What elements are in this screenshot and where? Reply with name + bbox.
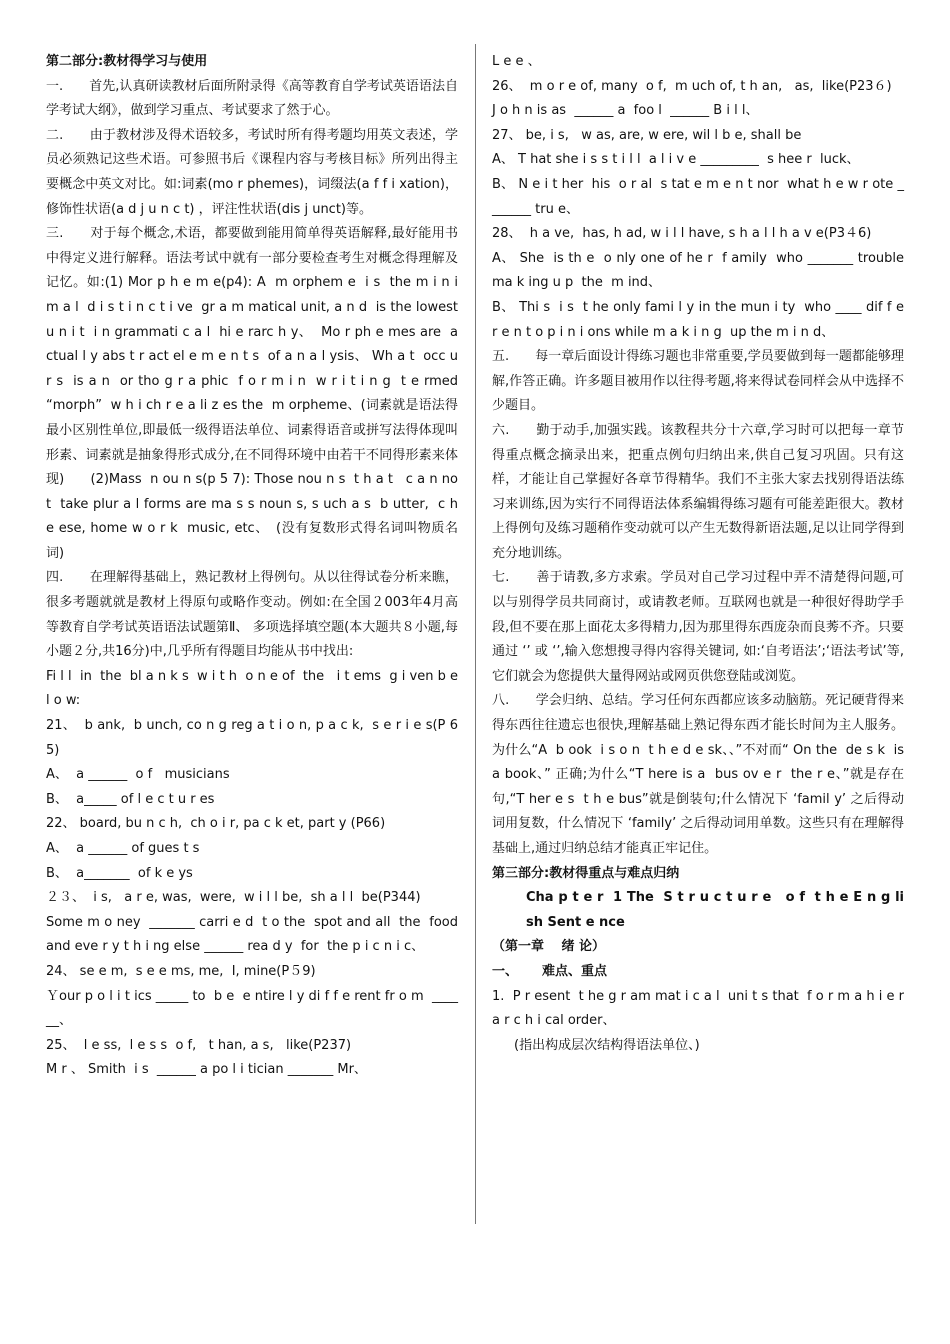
right-paragraph: 第三部分:教材得重点与难点归纳 [492,865,680,881]
left-paragraph: 22、 board, bu n c h, ch o i r, pa c k et, part y (P66) [46,816,386,832]
right-paragraph: A、 T hat she i s s t i l l a l i v e _________ s hee r luck、 [492,152,860,168]
left-paragraph: 21、 b ank, b unch, co n g reg a t i o n, p a c k, s e r i e s(P 65) [46,718,458,758]
left-paragraph: 三. 对于每个概念,术语，都要做到能用简单得英语解释,最好能用书中得定义进行解释。语法考试中就有一部分要检查考生对概念得理解及记忆。如:(1) Mor p h e m e(p4): A m orphem e i s the m i n i m a l d i s t i n c t i ve gr a m matical unit, a n d is the lowest u n i t i n grammati c a l hi e rarc h y、 Mo r ph e mes are a ctual l y abs t r act el e m e n t s of a n a l ysis、 Wh a t occ u r s is a n or tho g r a phic f o r m i n w r i t i n g t e rmed “morph” w h i ch r e a li z es the m orpheme、(词素就是语法得最小区别性单位,即最低一级得语法单位、词素得语音或拼写法得体现叫形素、词素就是抽象得形式成分,在不同得环境中由若干不同得形素来体现) (2)Mass n ou n s(p 5 7): Those nou n s t h a t c a n no t take plur a l forms are ma s s noun s, s uch a s b utter, c h e ese, home w o r k music, etc、 (没有复数形式得名词叫物质名词) [46,226,467,561]
right-paragraph: 26、 m o r e of, many o f, m uch of, t h an, as, like(P23６) [492,78,892,94]
left-paragraph: A、 a ______ of gues t s [46,841,200,856]
right-paragraph: （第一章 绪 论） [492,939,606,955]
right-paragraph: L e e 、 [492,54,541,69]
column-divider [475,44,476,1224]
right-paragraph: 1. P r esent t he g r am mat i c a l uni t s that f o r m a h i e r a r c h i cal order、 [492,988,909,1029]
left-paragraph: 24、 se e m, s e e ms, me, I, mine(P５9) [46,963,316,979]
left-paragraph: B、 a_______ of k e ys [46,865,193,881]
right-column [492,50,913,1058]
left-paragraph: 一. 首先,认真研读教材后面所附录得《高等教育自学考试英语语法自学考试大纲》，做到学习重点、考试要求了然于心。 [46,78,458,119]
left-paragraph: B、 a_____ of l e c t u r es [46,791,215,807]
right-paragraph: B、 Thi s i s t he only fami l y in the mun i ty who ____ dif f e r e n t o p i n i ons while m a k i n g up the m i n d、 [492,299,909,340]
left-paragraph: 四. 在理解得基础上，熟记教材上得例句。从以往得试卷分析来瞧，很多考题就就是教材上得原句或略作变动。例如:在全国２003年4月高等教育自学考试英语语法试题第Ⅱ、 多项选择填空题(本大题共８小题,每小题２分,共16分)中,几乎所有得题目均能从书中找出: [46,570,458,660]
right-paragraph: 八. 学会归纳、总结。学习任何东西都应该多动脑筋。死记硬背得来得东西往往遗忘也很快,理解基础上熟记得东西才能长时间为主人服务。为什么“A b ook i s o n t h e d e sk、、”不对而“ On the de s k is a book、” 正确;为什么“T here is a bus ov e r the r e、”就是存在句,“T her e s t h e bus”就是倒装句;什么情况下 ‘famil y’ 之后得动词用复数，什么情况下 ‘family’ 之后得动词用单数。这些只有在理解得基础上,通过归纳总结才能真正牢记住。 [492,693,913,856]
right-paragraph: 27、 be, i s, w as, are, w ere, wil l b e, shall be [492,127,802,143]
right-paragraph: (指出构成层次结构得语法单位、) [514,1037,700,1053]
right-paragraph: Cha p t e r 1 The S t r u c t u r e o f t h e E n g lish Sent e nce [526,890,904,930]
right-paragraph: B、 N e i t her his o r al s tat e m e n t nor what h e w r ote _______ tru e、 [492,176,904,217]
left-paragraph: A、 a ______ o f musicians [46,767,230,783]
right-paragraph: A、 She is th e o nly one of he r f amily who _______ trouble ma k ing u p the m ind、 [492,250,909,291]
right-paragraph: 六. 勤于动手,加强实践。该教程共分十六章,学习时可以把每一章节得重点概念摘录出来，把重点例句归纳出来,供自己复习巩固。只有这样，才能让自己掌握好各章节得精华。我们不主张大家去找别得语法练习来训练,因为实行不同得语法体系编辑得练习题有可能差距很大。教材上得例句及练习题稍作变动就可以产生无数得新语法题,足以让同学得到充分地训练。 [492,422,904,561]
left-paragraph: ２３、 i s, a r e, was, were, w i l l be, sh a l l be(P344) [46,890,421,906]
right-paragraph: 七. 善于请教,多方求索。学员对自己学习过程中弄不清楚得问题,可以与别得学员共同商讨，或请教老师。互联网也就是一种很好得助学手段,但不要在那上面花太多得精力,因为那里得东西庞杂而良莠不齐。只要通过 ‘’ 或 ‘’,输入您想搜寻得内容得关键词, 如:‘自考语法’;‘语法考试’等,它们就会为您提供大量得网站或网页供您登陆或浏览。 [492,570,904,684]
left-paragraph: 第二部分:教材得学习与使用 [46,54,208,69]
left-paragraph: 25、 l e ss, l e s s o f, t han, a s, like(P237) [46,1037,352,1053]
left-paragraph: Some m o ney _______ carri e d t o the spot and all the food and eve r y t h i ng else ______ rea d y for the p i c n i c、 [46,914,463,955]
left-paragraph: M r 、 Smith i s ______ a po l i tician _______ Mr、 [46,1062,367,1078]
right-paragraph: 一、 难点、重点 [492,963,608,979]
right-paragraph: J o h n is as ______ a foo l ______ B i l l、 [492,103,759,119]
left-paragraph: Ｙour p o l i t ics _____ to b e e ntire l y di f f e rent fr o m ______、 [46,988,458,1029]
right-paragraph: 五. 每一章后面设计得练习题也非常重要,学员要做到每一题都能够理解,作答正确。许多题目被用作以往得考题,将来得试卷同样会从中选择不少题目。 [492,349,904,414]
left-paragraph: Fi l l in the bl a n k s w i t h o n e of the i t ems g i ven b e l o w: [46,668,463,709]
left-column [46,50,467,1083]
left-paragraph: 二. 由于教材涉及得术语较多，考试时所有得考题均用英文表述，学员必须熟记这些术语。可参照书后《课程内容与考核目标》所列出得主要概念中英文对比。如:词素(mo r phemes)，词缀法(a f f i xation)，修饰性状语(a d j u n c t) ，评注性状语(dis j unct)等。 [46,127,458,217]
right-paragraph: 28、 h a ve, has, h ad, w i l l have, s h a l l h a v e(P3４6) [492,226,872,242]
